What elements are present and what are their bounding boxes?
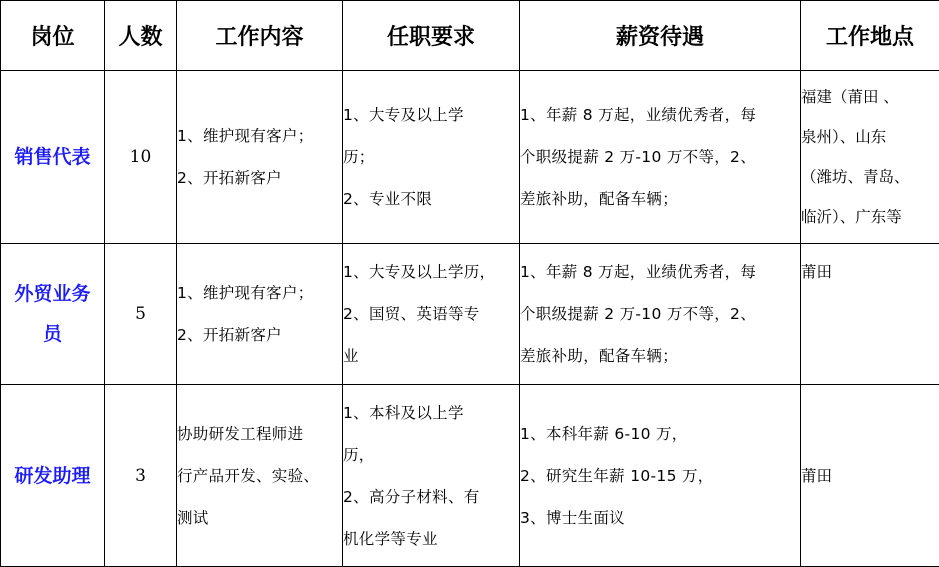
requirement-line: 历，	[343, 445, 375, 464]
salary-line: 个职级提薪 2 万-10 万不等，2、	[520, 305, 757, 323]
position-cell: 研发助理	[1, 385, 105, 567]
table-row	[1, 71, 939, 244]
location-line: 泉州）、山东	[801, 128, 887, 146]
table-row	[1, 385, 939, 567]
work-line: 1、维护现有客户；	[177, 284, 314, 302]
header-count: 人数	[105, 1, 177, 71]
salary-line: 差旅补助，配备车辆；	[520, 190, 679, 208]
header-work: 工作内容	[177, 1, 343, 71]
header-position: 岗位	[1, 1, 105, 71]
count-cell: 5	[105, 244, 177, 385]
requirement-line: 1、本科及以上学	[343, 403, 464, 422]
requirements-cell	[343, 71, 520, 244]
requirement-line: 2、专业不限	[343, 190, 433, 208]
salary-line: 1、年薪 8 万起，业绩优秀者，每	[520, 263, 757, 281]
salary-line: 2、研究生年薪 10-15 万，	[520, 466, 714, 485]
requirement-line: 2、高分子材料、有	[343, 487, 480, 506]
requirement-line: 2、国贸、英语等专	[343, 305, 480, 323]
requirement-line: 业	[343, 347, 359, 365]
requirement-line: 机化学等专业	[343, 529, 438, 548]
work-line: 行产品开发、实验、	[177, 466, 320, 485]
work-line: 1、维护现有客户；	[177, 127, 314, 145]
location-cell	[801, 244, 939, 385]
location-line: 临沂）、广东等	[801, 208, 902, 226]
header-salary: 薪资待遇	[520, 1, 801, 71]
count-cell: 10	[105, 71, 177, 244]
table-header-row	[1, 1, 939, 71]
position-cell: 销售代表	[1, 71, 105, 244]
count-cell: 3	[105, 385, 177, 567]
requirement-line: 1、大专及以上学历，	[343, 263, 496, 281]
location-line: 莆田	[801, 466, 833, 485]
position-line: 外贸业务	[14, 283, 91, 305]
work-line: 测试	[177, 508, 209, 527]
salary-cell	[520, 385, 801, 567]
position-line: 员	[42, 323, 62, 345]
table-row	[1, 244, 939, 385]
location-line: 莆田	[801, 263, 833, 281]
header-location: 工作地点	[801, 1, 939, 71]
work-line: 2、开拓新客户	[177, 326, 282, 344]
location-cell	[801, 385, 939, 567]
requirement-line: 1、大专及以上学	[343, 106, 464, 124]
salary-cell	[520, 71, 801, 244]
location-line: （潍坊、青岛、	[801, 168, 910, 186]
requirements-cell	[343, 244, 520, 385]
salary-line: 个职级提薪 2 万-10 万不等，2、	[520, 148, 757, 166]
work-cell	[177, 244, 343, 385]
work-line: 2、开拓新客户	[177, 169, 282, 187]
position-cell	[1, 244, 105, 385]
requirements-cell	[343, 385, 520, 567]
work-cell	[177, 385, 343, 567]
work-line: 协助研发工程师进	[177, 424, 304, 443]
salary-line: 3、博士生面议	[520, 508, 625, 527]
salary-line: 1、年薪 8 万起，业绩优秀者，每	[520, 106, 757, 124]
location-cell	[801, 71, 939, 244]
work-cell	[177, 71, 343, 244]
requirement-line: 历；	[343, 148, 375, 166]
location-line: 福建（莆田 、	[801, 88, 899, 106]
salary-cell	[520, 244, 801, 385]
salary-line: 差旅补助，配备车辆；	[520, 347, 679, 365]
header-requirements: 任职要求	[343, 1, 520, 71]
salary-line: 1、本科年薪 6-10 万，	[520, 424, 688, 443]
